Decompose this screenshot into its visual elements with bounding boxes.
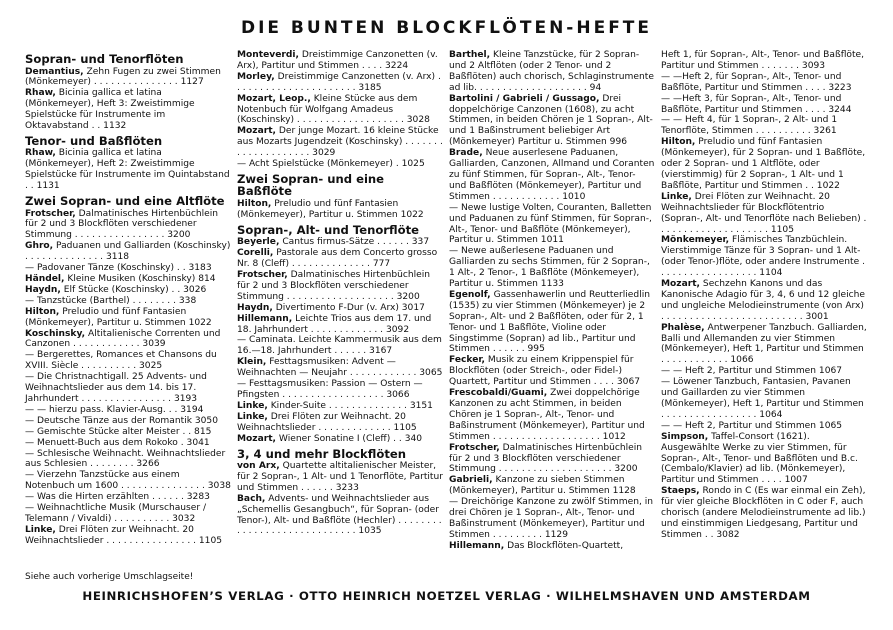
catalogue-entry — [25, 449, 231, 471]
composer-name: Monteverdi, — [237, 50, 299, 60]
catalogue-entry — [449, 50, 655, 94]
catalogue-entry — [661, 279, 867, 323]
entry-text: — —Heft 3, für Sopran-, Alt-, Tenor- und Baßflöte, Partitur und Stimmen . . . . 3244 — [661, 93, 852, 115]
entry-text: Dreistimmige Canzonetten (v. Arx) . . . . . . . . . . . . . . . . . . . . . . 3185 — [237, 71, 441, 93]
entry-text: — —Heft 2, für Sopran-, Alt-, Tenor- und Baßflöte, Partitur und Stimmen . . . . 3223 — [661, 71, 852, 93]
catalogue-entry — [25, 525, 231, 547]
catalogue-entry — [237, 335, 443, 357]
entry-text: Antwerpener Tanzbuch. Galliarden, Balli und Allemanden zu vier Stimmen (Mönkemeyer), Heft 1, Partitur und Stimmen . . . . . . . . . . . . 1066 — [661, 322, 867, 366]
catalogue-entry — [237, 50, 443, 72]
catalogue-entry — [661, 94, 867, 116]
catalogue-entry — [25, 492, 231, 503]
catalogue-entry — [237, 94, 443, 127]
catalogue-entry — [25, 470, 231, 492]
catalogue-entry — [661, 192, 867, 236]
entry-text: Kleine Musiken (Koschinsky) 814 — [67, 274, 216, 284]
composer-name: Hilton, — [25, 306, 60, 317]
composer-name: Fecker, — [449, 355, 485, 366]
catalogue-entry — [661, 432, 867, 487]
composer-name: Mozart, — [237, 126, 277, 137]
composer-name: Phalèse, — [661, 322, 705, 333]
composer-name: Hilton, — [661, 137, 696, 148]
catalogue-entry — [237, 434, 443, 445]
composer-name: Haydn, — [25, 284, 61, 295]
entry-text: — Dreichörige Kanzone zu zwölf Stimmen, in drei Chören je 1 Sopran-, Alt-, Tenor- und Baßinstrument (Mönkemeyer), Partitur und Stimmen . . . . . . . . . 1129 — [449, 497, 654, 540]
column-2 — [237, 50, 443, 537]
composer-name: Hillemann, — [449, 540, 505, 551]
composer-name: Frotscher, — [449, 442, 500, 453]
composer-name: Klein, — [237, 357, 267, 368]
composer-name: Staeps, — [661, 486, 700, 497]
composer-name: Egenolf, — [449, 289, 491, 300]
catalogue-entry — [237, 494, 443, 538]
catalogue-entry — [237, 248, 443, 270]
entry-text: Musik zu einem Krippenspiel für Blockflöten (oder Streich-, oder Fidel-) Quartett, Partitur und Stimmen . . . . 3067 — [449, 355, 641, 388]
catalogue-entry — [449, 355, 655, 388]
catalogue-entry — [237, 314, 443, 336]
entry-text: Advents- und Weihnachtslieder aus „Schemellis Gesangbuch“, für Sopran- (oder Tenor-), Alt- und Baßflöte (Hechler) . . . . . . . . . . . . . . . . . . . . . . . . . . . . . 1035 — [237, 493, 442, 537]
entry-text: — — hierzu pass. Klavier-Ausg. . . 3194 — [25, 404, 204, 415]
catalogue-entry — [237, 357, 443, 379]
composer-name: Mozart, — [661, 279, 701, 290]
entry-text: — Padovaner Tänze (Koschinsky) . . 3183 — [25, 263, 212, 274]
catalogue-entry — [25, 405, 231, 416]
composer-name: Ghro, — [25, 241, 54, 252]
entry-text: Cantus firmus-Sätze . . . . . . 337 — [282, 237, 430, 248]
catalogue-entry — [25, 241, 231, 263]
entry-text: Kinder-Suite . . . . . . . . . . . . . . 3151 — [270, 400, 433, 411]
entry-text: Drei doppelchörige Canzonen (1608), zu acht Stimmen, in beiden Chören je 1 Sopran-, Alt- und 1 Baßinstrument beliebiger Art (Mönkemeyer) Partitur u. Stimmen 996 — [449, 93, 653, 148]
catalogue-entry — [237, 303, 443, 314]
entry-text: — Deutsche Tänze aus der Romantik 3050 — [25, 415, 219, 426]
catalogue-entry — [25, 296, 231, 307]
entry-text: — Caminata. Leichte Kammermusik aus dem 16.—18. Jahrhundert . . . . . . 3167 — [237, 335, 442, 357]
catalogue-entry — [25, 285, 231, 296]
catalogue-entry — [449, 388, 655, 443]
entry-text: Preludio und fünf Fantasien (Mönkemeyer), Partitur u. Stimmen 1022 — [25, 306, 212, 328]
entry-text: Festtagsmusiken: Advent — Weihnachten — Neujahr . . . . . . . . . . . . 3065 — [237, 357, 443, 379]
catalogue-entry — [25, 88, 231, 132]
catalogue-entry — [661, 115, 867, 137]
catalogue-entry — [25, 372, 231, 405]
catalogue-entry — [661, 377, 867, 421]
entry-text: — Festtagsmusiken: Passion — Ostern — Pfingsten . . . . . . . . . . . . . . . . . . 3066 — [237, 379, 423, 400]
entry-text: Drei Flöten zur Weihnacht. 20 Weihnachtslieder . . . . . . . . . . . . . 1105 — [237, 411, 417, 433]
entry-text: Dalmatinisches Hirtenbüchlein für 2 und 3 Blockflöten verschiedener Stimmung . . . . . . . . . . . . . . . . . . . 3200 — [237, 270, 431, 302]
catalogue-entry — [237, 237, 443, 248]
entry-text: — Tanzstücke (Barthel) . . . . . . . . 338 — [25, 295, 197, 306]
catalogue-entry — [25, 329, 231, 351]
entry-text: Paduanen und Galliarden (Koschinsky) . . . . . . . . . . . . . . 3118 — [25, 241, 231, 263]
composer-name: Hillemann, — [237, 313, 293, 324]
column-1 — [25, 50, 231, 547]
entry-text: Neue auserlesene Paduanen, Galliarden, Canzonen, Allmand und Coranten zu fünf Stimmen, für Sopran-, Alt-, Tenor- und Baßflöten (Mönkemeyer), Partitur und Stimmen . . . . . . . . . . . . 1010 — [449, 148, 655, 202]
entry-text: Bicinia gallica et latina (Mönkemeyer), Heft 2: Zweistimmige Spielstücke für Instrumente im Quintabstand . . 1131 — [25, 148, 230, 192]
entry-text: Preludio und fünf Fantasien (Mönkemeyer), für 2 Sopran- und 1 Baßflöte, oder 2 Sopran- und 1 Altflöte, oder (vierstimmig) für 2 Sopran-, 1 Alt- und 1 Baßflöte, Partitur und Stimmen . . 1022 — [661, 137, 866, 191]
column-3 — [449, 50, 655, 552]
entry-text: — Löwener Tanzbuch, Fantasien, Pavanen und Gaillarden zu vier Stimmen (Mönkemeyer), Heft 1, Partitur und Stimmen . . . . . . . . . . . . . . . . . 1064 — [661, 377, 864, 420]
catalogue-entry — [449, 94, 655, 149]
entry-text: Kanzone zu sieben Stimmen (Mönkemeyer), Partitur u. Stimmen 1128 — [449, 475, 636, 497]
catalogue-entry — [449, 203, 655, 247]
catalogue-entry — [237, 159, 443, 170]
catalogue-entry — [237, 461, 443, 494]
entry-text: — Was die Hirten erzählten . . . . . . 3283 — [25, 492, 210, 503]
entry-text: Altitalienische Correnten und Canzonen . . . . . . . . . . . . 3039 — [25, 328, 221, 350]
catalogue-entry — [661, 323, 867, 367]
catalogue-entry — [25, 274, 231, 285]
catalogue-entry — [25, 307, 231, 329]
entry-text: Kleine Stücke aus dem Notenbuch für Wolfgang Amadeus (Koschinsky) . . . . . . . . . . . . . . . . . . . 3028 — [237, 93, 430, 126]
catalogue-entry — [25, 263, 231, 274]
entry-text: Bicinia gallica et latina (Mönkemeyer), Heft 3: Zweistimmige Spielstücke für Instrumente im Oktavabstand . . 1132 — [25, 88, 195, 132]
entry-text: Zehn Fugen zu zwei Stimmen (Mönkemeyer) . . . . . . . . . . . . . . . 1127 — [25, 66, 221, 88]
entry-text: Dalmatinisches Hirtenbüchlein für 2 und 3 Blockflöten verschiedener Stimmung . . . . . . . . . . . . . . . . . . . . 3200 — [449, 442, 643, 475]
catalogue-entry — [449, 541, 655, 552]
catalogue-entry — [661, 72, 867, 94]
entry-text: — Die Christnachtigall. 25 Advents- und Weihnachtslieder aus dem 14. bis 17. Jahrhundert . . . . . . . . . . . . . . . . 3193 — [25, 372, 207, 404]
entry-text: Sechzehn Kanons und das Kanonische Adagio für 3, 4, 6 und 12 gleiche und ungleiche Melodieinstrumente (von Arx) . . . . . . . . . . . . . . . . . . . . . . . . . 3001 — [661, 279, 865, 322]
catalogue-entry — [237, 199, 443, 221]
entry-text: — Weihnachtliche Musik (Murschauser / Telemann / Vivaldi) . . . . . . . . . . 3032 — [25, 503, 207, 524]
composer-name: Beyerle, — [237, 237, 280, 248]
catalogue-entry — [25, 350, 231, 372]
entry-text: Wiener Sonatine I (Cleff) . . 340 — [278, 433, 423, 444]
composer-name: von Arx, — [237, 461, 280, 471]
catalogue-entry — [449, 290, 655, 355]
catalogue-entry — [237, 379, 443, 401]
entry-text: — — Heft 2, Partitur und Stimmen 1067 — [661, 366, 843, 377]
catalogue-entry — [661, 137, 867, 192]
catalogue-entry — [449, 246, 655, 290]
catalogue-entry — [661, 366, 867, 377]
catalogue-entry — [25, 427, 231, 438]
catalogue-entry — [449, 475, 655, 497]
composer-name: Frotscher, — [237, 270, 288, 280]
composer-name: Frescobaldi/Guami, — [449, 388, 548, 399]
entry-text: Heft 1, für Sopran-, Alt-, Tenor- und Baßflöte, Partitur und Stimmen . . . . . . . 3093 — [661, 50, 865, 71]
entry-text: Zwei doppelchörige Kanzonen zu acht Stimmen, in beiden Chören je 1 Sopran-, Alt-, Tenor- und Baßinstrument (Mönkemeyer), Partitur und Stimmen . . . . . . . . . . . . . . . . . . . 1012 — [449, 388, 645, 442]
page-title: DIE BUNTEN BLOCKFLÖTEN-HEFTE — [240, 18, 653, 38]
catalogue-entry — [237, 72, 443, 94]
catalogue-entry — [449, 497, 655, 541]
catalogue-entry — [661, 50, 867, 72]
section-heading: 3, 4 und mehr Blockflöten — [237, 446, 406, 461]
entry-text: — Acht Spielstücke (Mönkemeyer) . 1025 — [237, 159, 425, 170]
composer-name: Hilton, — [237, 198, 272, 209]
entry-text: Gassenhawerlin und Reutterliedlin (1535) zu vier Stimmen (Mönkemeyer) je 2 Sopran-, Alt- und 2 Baßflöten, oder für 2, 1 Tenor- und 1 Baßflöte, Violine oder Singstimme (Sopran) ad lib., Partitur und Stimmen . . . . . . 995 — [449, 289, 650, 355]
entry-text: Drei Flöten zur Weihnacht. 20 Weihnachtslieder . . . . . . . . . . . . . . . . 1105 — [25, 524, 223, 546]
section-heading: Sopran- und Tenorflöten — [25, 52, 184, 66]
entry-text: Flämisches Tanzbüchlein. Vierstimmige Tänze für 3 Sopran- und 1 Alt- (oder Tenor-)flöte, oder andere Instrumente . . . . . . . . . . . . . . . . . . 1104 — [661, 235, 865, 279]
catalogue-entry — [25, 209, 231, 242]
composer-name: Bach, — [237, 493, 266, 504]
catalogue-entry — [25, 67, 231, 89]
entry-text: — Gemischte Stücke alter Meister . . 815 — [25, 426, 212, 437]
section-heading: Tenor- und Baßflöten — [25, 133, 163, 148]
catalogue-entry — [25, 148, 231, 192]
catalogue-entry — [237, 270, 443, 303]
catalogue-entry — [449, 443, 655, 476]
entry-text: — Bergerettes, Romances et Chansons du XVIII. Siècle . . . . . . . . . . 3025 — [25, 350, 217, 372]
see-also-note: Siehe auch vorherige Umschlagseite! — [25, 572, 194, 582]
section-heading: Zwei Sopran- und eine Baßflöte — [237, 171, 385, 199]
composer-name: Bartolini / Gabrieli / Gussago, — [449, 93, 600, 104]
composer-name: Demantius, — [25, 66, 84, 77]
composer-name: Koschinsky, — [25, 328, 86, 339]
composer-name: Brade, — [449, 148, 483, 159]
entry-text: Kleine Tanzstücke, für 2 Sopran- und 2 Altflöten (oder 2 Tenor- und 2 Baßflöten) auch chorisch, Schlaginstrumente ad lib. . . . . . . . . . . . . . . . . . . . 94 — [449, 50, 654, 93]
composer-name: Frotscher, — [25, 208, 76, 219]
composer-name: Corelli, — [237, 248, 274, 259]
entry-text: Drei Flöten zur Weihnacht. 20 Weihnachtslieder für Blockflötentrio (Sopran-, Alt- und Tenorflöte nach Belieben) . . . . . . . . . . . . . . . . . . . . 1105 — [661, 191, 867, 235]
catalogue-entry — [449, 148, 655, 203]
entry-text: Pastorale aus dem Concerto grosso Nr. 8 (Cleff) . . . . . . . . . . . . . . 777 — [237, 248, 438, 270]
entry-text: — Newe außerlesene Paduanen und Galliarden zu sechs Stimmen, für 2 Sopran-, 1 Alt-, 2 Tenor-, 1 Baßflöte (Mönkemeyer), Partitur u. Stimmen 1133 — [449, 246, 650, 290]
entry-text: Das Blockflöten-Quartett, — [507, 540, 624, 551]
entry-text: Dreistimmige Canzonetten (v. Arx), Partitur und Stimmen . . . . 3224 — [237, 50, 438, 71]
catalogue-entry — [237, 412, 443, 434]
entry-text: Divertimento F-Dur (v. Arx) 3017 — [275, 302, 425, 313]
composer-name: Mozart, — [237, 433, 277, 444]
catalogue-entry — [25, 503, 231, 525]
section-heading: Zwei Sopran- und eine Altflöte — [25, 194, 225, 209]
entry-text: Elf Stücke (Koschinsky) . . 3026 — [63, 284, 207, 295]
entry-text: Dalmatinisches Hirtenbüchlein für 2 und 3 Blockflöten verschiedener Stimmung . . . . . . . . . . . . . . . . 3200 — [25, 208, 219, 241]
entry-text: — — Heft 4, für 1 Sopran-, 2 Alt- und 1 Tenorflöte, Stimmen . . . . . . . . . . 3261 — [661, 115, 838, 137]
composer-name: Linke, — [237, 400, 268, 411]
catalogue-entry — [661, 235, 867, 279]
publisher-footer: HEINRICHSHOFEN’S VERLAG · OTTO HEINRICH NOETZEL VERLAG · WILHELMSHAVEN UND AMSTERDAM — [82, 589, 811, 603]
catalogue-entry — [237, 401, 443, 412]
composer-name: Mönkemeyer, — [661, 235, 730, 246]
catalogue-entry — [661, 421, 867, 432]
catalogue-entry — [661, 486, 867, 541]
entry-text: — Schlesische Weihnacht. Weihnachtslieder aus Schlesien . . . . . . . . 3266 — [25, 448, 226, 470]
composer-name: Mozart, Leop., — [237, 93, 311, 104]
catalogue-entry — [237, 126, 443, 159]
composer-name: Barthel, — [449, 50, 491, 60]
catalogue-entry — [25, 438, 231, 449]
entry-text: Taffel-Consort (1621). Ausgewählte Werke zu vier Stimmen, für Sopran-, Alt-, Tenor- und Baßflöten und B.c. (Cembalo/Klavier) ad lib. (Mönkemeyer), Partitur und Stimmen . . . . 1007 — [661, 431, 858, 486]
composer-name: Rhaw, — [25, 148, 56, 159]
composer-name: Linke, — [25, 524, 56, 535]
entry-text: — Menuett-Buch aus dem Rokoko . 3041 — [25, 437, 210, 448]
entry-text: Der junge Mozart. 16 kleine Stücke aus Mozarts Jugendzeit (Koschinsky) . . . . . . . . . . . . . . . . . . . . 3029 — [237, 126, 443, 159]
entry-text: Quartette altitalienischer Meister, für 2 Sopran-, 1 Alt- und 1 Tenorflöte, Partitur und Stimmen . . . . . . 3233 — [237, 461, 443, 493]
composer-name: Haydn, — [237, 302, 273, 313]
entry-text: — Vierzehn Tanzstücke aus einem Notenbuch um 1600 . . . . . . . . . . . . . . . 3038 — [25, 470, 231, 492]
composer-name: Rhaw, — [25, 88, 56, 99]
catalogue-entry — [25, 416, 231, 427]
entry-text: Leichte Trios aus dem 17. und 18. Jahrhundert . . . . . . . . . . . . . 3092 — [237, 313, 432, 335]
entry-text: — — Heft 2, Partitur und Stimmen 1065 — [661, 420, 843, 431]
section-heading: Sopran-, Alt- und Tenorflöte — [237, 222, 419, 237]
composer-name: Linke, — [237, 411, 268, 422]
column-4 — [661, 50, 867, 541]
composer-name: Simpson, — [661, 431, 709, 442]
composer-name: Händel, — [25, 274, 65, 284]
entry-text: Preludio und fünf Fantasien (Mönkemeyer), Partitur u. Stimmen 1022 — [237, 198, 424, 220]
composer-name: Gabrieli, — [449, 475, 493, 486]
composer-name: Morley, — [237, 71, 275, 82]
entry-text: Rondo in C (Es war einmal ein Zeh), für vier gleiche Blockflöten in C oder F, auch chorisch (andere Melodieinstrumente ad lib.) und einstimmigen Liedgesang, Partitur und Stimmen . . 3082 — [661, 486, 866, 540]
entry-text: — Newe lustige Volten, Couranten, Balletten und Paduanen zu fünf Stimmen, für Sopran-, Alt-, Tenor- und Baßflöte (Mönkemeyer), Partitur u. Stimmen 1011 — [449, 202, 652, 246]
composer-name: Linke, — [661, 191, 692, 202]
